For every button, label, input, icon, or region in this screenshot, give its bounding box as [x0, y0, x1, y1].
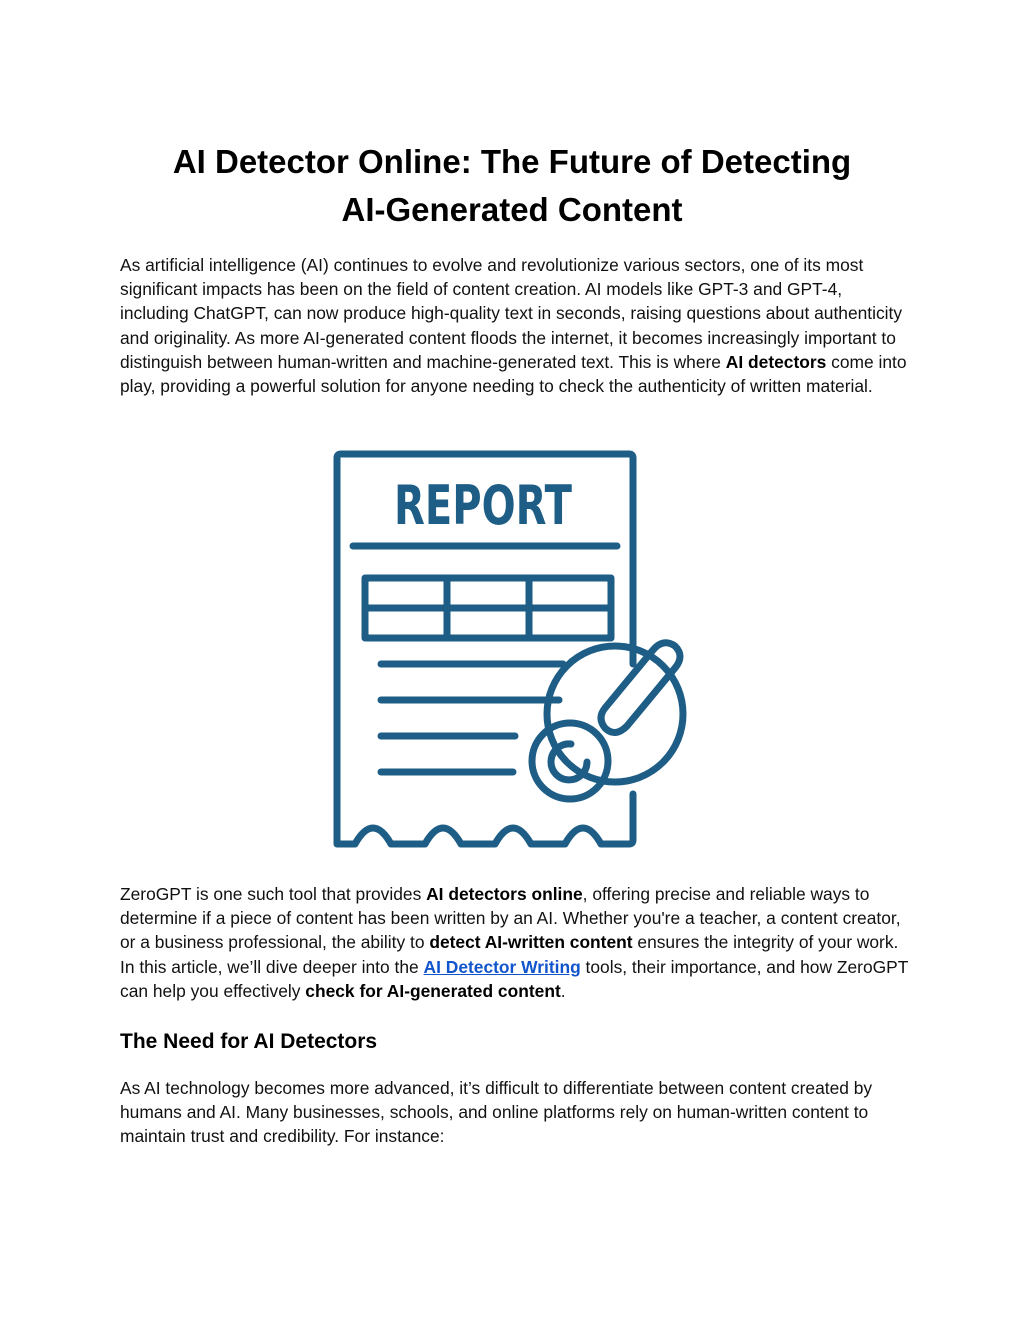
zerogpt-paragraph [120, 882, 912, 1003]
intro-bold-ai-detectors: AI detectors [725, 351, 827, 372]
page-title-line-2: AI-Generated Content [341, 191, 683, 228]
zerogpt-text-3: ensures the integrity of your work. In this article, we’ll dive deeper into the [120, 932, 899, 977]
zerogpt-text-4: tools, their importance, and how ZeroGPT can help you effectively [120, 956, 909, 1001]
zerogpt-bold-detect-ai-written: detect AI-written content [429, 932, 633, 953]
ai-detector-writing-link[interactable]: AI Detector Writing [423, 956, 581, 977]
need-paragraph: As AI technology becomes more advanced, it’s difficult to differentiate between content created by humans and AI. Many businesses, schools, and online platforms rely on human-written content to maintain trust and credibility. For instance: [120, 1078, 873, 1147]
intro-text-2: come into play, providing a powerful solution for anyone needing to check the authenticity of written material. [120, 351, 907, 397]
report-document-icon [325, 446, 695, 856]
section-heading: The Need for AI Detectors [120, 1030, 378, 1053]
zerogpt-bold-ai-detectors-online: AI detectors online [426, 884, 583, 904]
report-illustration [325, 446, 695, 856]
zerogpt-text-1: ZeroGPT is one such tool that provides [120, 884, 427, 904]
zerogpt-text-5: . [560, 980, 566, 1001]
zerogpt-text-2: , offering precise and reliable ways to determine if a piece of content has been written by an AI. Whether you're a teacher, a content creator, or a business professional, the ability to [120, 884, 901, 953]
intro-text-1: As artificial intelligence (AI) continues to evolve and revolutionize various sectors, one of its most significant impacts has been on the field of content creation. AI models like GPT-3 and GPT-4, including ChatGPT, can now produce high-quality text in seconds, raising questions about authenticity and originality. As more AI-generated content floods the internet, it becomes increasingly important to distinguish between human-written and machine-generated text. This is where [120, 255, 903, 372]
stamp-handle [601, 643, 680, 733]
page-title-line-1: AI Detector Online: The Future of Detecting [172, 143, 852, 180]
zerogpt-bold-check-ai-content: check for AI-generated content [305, 980, 561, 1001]
page-title [110, 138, 914, 234]
stamp-circle [547, 646, 683, 782]
report-label: REPORT [394, 474, 573, 537]
intro-paragraph [120, 253, 912, 398]
